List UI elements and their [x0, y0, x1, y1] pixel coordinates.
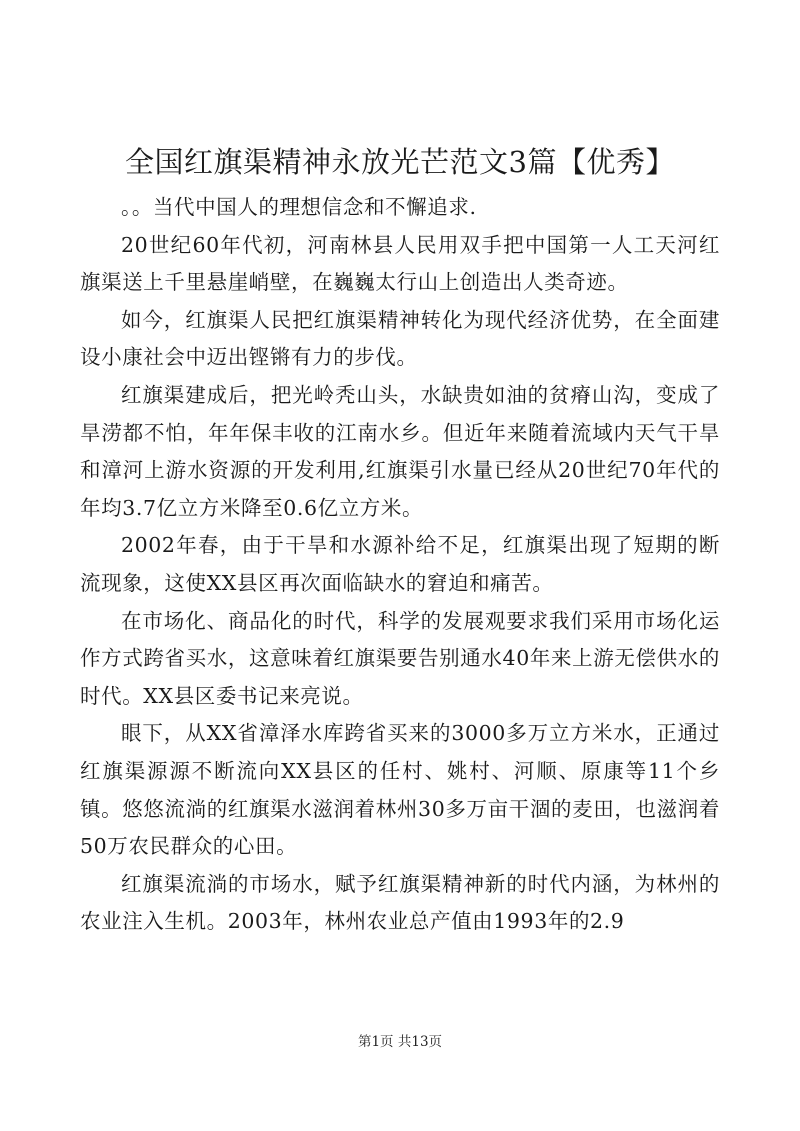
- paragraph: 如今，红旗渠人民把红旗渠精神转化为现代经济优势，在全面建设小康社会中迈出铿锵有力的步伐。: [80, 307, 720, 370]
- document-title: 全国红旗渠精神永放光芒范文3篇【优秀】: [125, 145, 675, 179]
- paragraph: 2002年春，由于干旱和水源补给不足，红旗渠出现了短期的断流现象，这使XX县区再次面临缺水的窘迫和痛苦。: [80, 533, 720, 595]
- document-body: [80, 189, 720, 941]
- paragraph: 。。当代中国人的理想信念和不懈追求.: [121, 195, 477, 219]
- page-number-footer: 第1页 共13页: [357, 1034, 443, 1050]
- paragraph: 在市场化、商品化的时代，科学的发展观要求我们采用市场化运作方式跨省买水，这意味着红旗渠要告别通水40年来上游无偿供水的时代。XX县区委书记来亮说。: [80, 608, 720, 708]
- paragraph: 红旗渠流淌的市场水，赋予红旗渠精神新的时代内涵，为林州的农业注入生机。2003年，林州农业总产值由1993年的2.9: [80, 871, 720, 934]
- paragraph: 眼下，从XX省漳泽水库跨省买来的3000多万立方米水，正通过红旗渠源源不断流向XX县区的任村、姚村、河顺、原康等11个乡镇。悠悠流淌的红旗渠水滋润着林州30多万亩干涸的麦田，也滋润着50万农民群众的心田。: [80, 721, 720, 859]
- paragraph: 红旗渠建成后，把光岭秃山头，水缺贵如油的贫瘠山沟，变成了旱涝都不怕，年年保丰收的江南水乡。但近年来随着流域内天气干旱和漳河上游水资源的开发利用,红旗渠引水量已经从20世纪70年代的年均3.7亿立方米降至0.6亿立方米。: [80, 382, 720, 520]
- paragraph: 20世纪60年代初，河南林县人民用双手把中国第一人工天河红旗渠送上千里悬崖峭壁，在巍巍太行山上创造出人类奇迹。: [80, 232, 720, 295]
